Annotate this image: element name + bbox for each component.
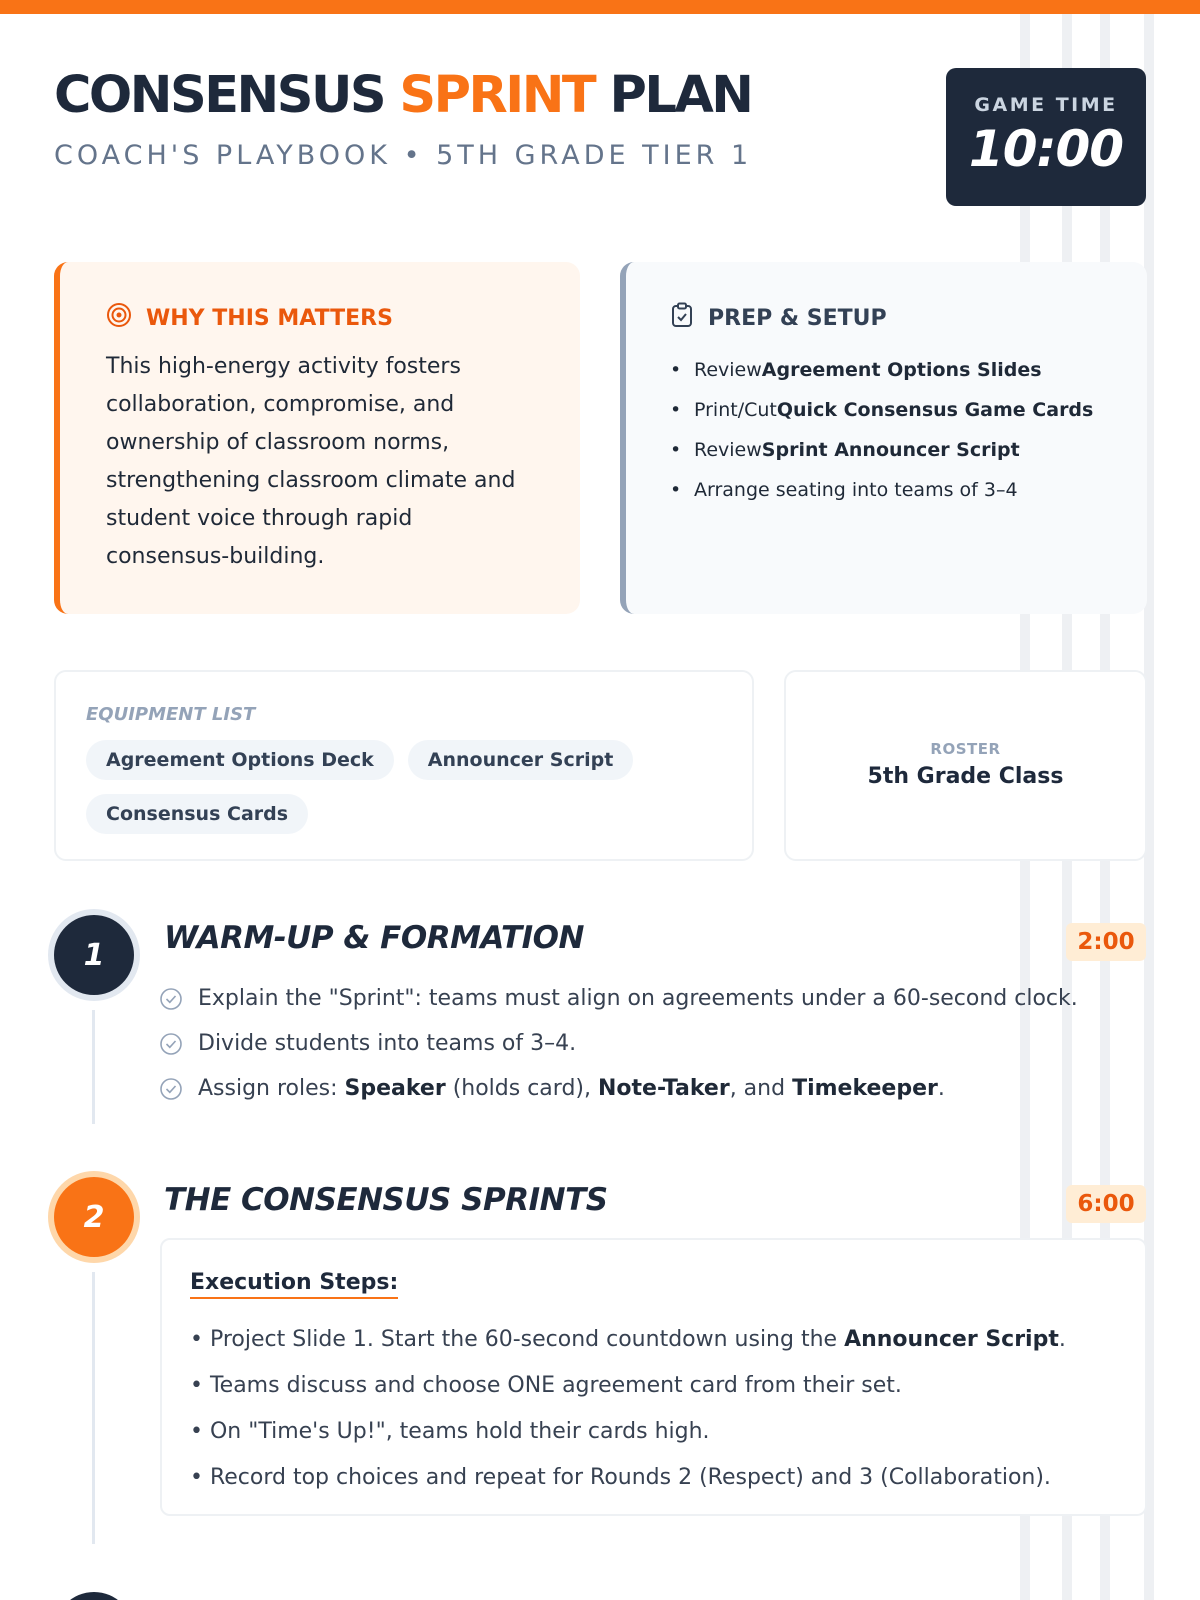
equipment-chip: Announcer Script [408,740,634,780]
title-part-2: PLAN [609,66,752,125]
roster-label: ROSTER [930,740,1001,758]
check-circle-icon [160,1078,182,1100]
equipment-chip: Agreement Options Deck [86,740,394,780]
prep-setup-card [620,262,1147,614]
section-2-title: THE CONSENSUS SPRINTS [164,1182,608,1218]
section-1-steps [160,976,1078,1111]
title-part-1: CONSENSUS [54,66,385,125]
execution-item: • On "Time's Up!", teams hold their cards high. [190,1419,710,1444]
execution-heading: Execution Steps: [190,1270,398,1299]
step-item: Divide students into teams of 3–4. [160,1021,1078,1066]
check-circle-icon [160,988,182,1010]
page-subtitle: COACH'S PLAYBOOK • 5TH GRADE TIER 1 [54,140,753,171]
prep-list [670,350,1093,510]
step-item: Explain the "Sprint": teams must align on agreements under a 60-second clock. [160,976,1078,1021]
clipboard-check-icon [670,302,694,334]
title-accent: SPRINT [399,66,595,125]
prep-item: • ReviewSprint Announcer Script [670,439,1020,461]
game-time-box [946,68,1146,206]
game-time-value: 10:00 [968,120,1124,178]
execution-item: • Teams discuss and choose ONE agreement card from their set. [190,1373,902,1398]
why-body: This high-energy activity fosters collaboration, compromise, and ownership of classroom norms, strengthening classroom climate and student voice through rapid consensus-building. [106,354,516,569]
why-this-matters-card [54,262,580,614]
equipment-chip: Consensus Cards [86,794,308,834]
timeline-line-1 [92,1010,95,1124]
timeline-line-2 [92,1272,95,1544]
check-circle-icon [160,1033,182,1055]
why-heading: WHY THIS MATTERS [146,305,393,331]
page-title [54,66,751,125]
execution-list [190,1320,1066,1504]
equipment-card [54,670,754,861]
next-section-number [54,1592,134,1600]
game-time-label: GAME TIME [974,94,1118,116]
section-1-time: 2:00 [1066,923,1146,961]
prep-item: • Arrange seating into teams of 3–4 [670,479,1018,501]
prep-heading: PREP & SETUP [708,305,887,331]
prep-heading-row [670,302,887,334]
equipment-label: EQUIPMENT LIST [86,704,256,725]
why-heading-row [106,302,393,334]
step-item: Assign roles: Speaker (holds card), Note-Taker , and Timekeeper . [160,1066,1078,1111]
execution-item: • Project Slide 1. Start the 60-second countdown using the Announcer Script. [190,1327,1066,1352]
section-2-time: 6:00 [1066,1185,1146,1223]
section-1-number: 1 [54,915,134,995]
prep-item: • Print/CutQuick Consensus Game Cards [670,399,1094,421]
execution-steps-box [160,1238,1147,1516]
execution-item: • Record top choices and repeat for Rounds 2 (Respect) and 3 (Collaboration). [190,1465,1051,1490]
roster-card [784,670,1147,861]
section-1-title: WARM-UP & FORMATION [164,920,584,956]
prep-item: • ReviewAgreement Options Slides [670,359,1042,381]
section-2-number: 2 [54,1177,134,1257]
target-icon [106,302,132,334]
roster-value: 5th Grade Class [867,764,1064,789]
equipment-chips [86,740,726,834]
